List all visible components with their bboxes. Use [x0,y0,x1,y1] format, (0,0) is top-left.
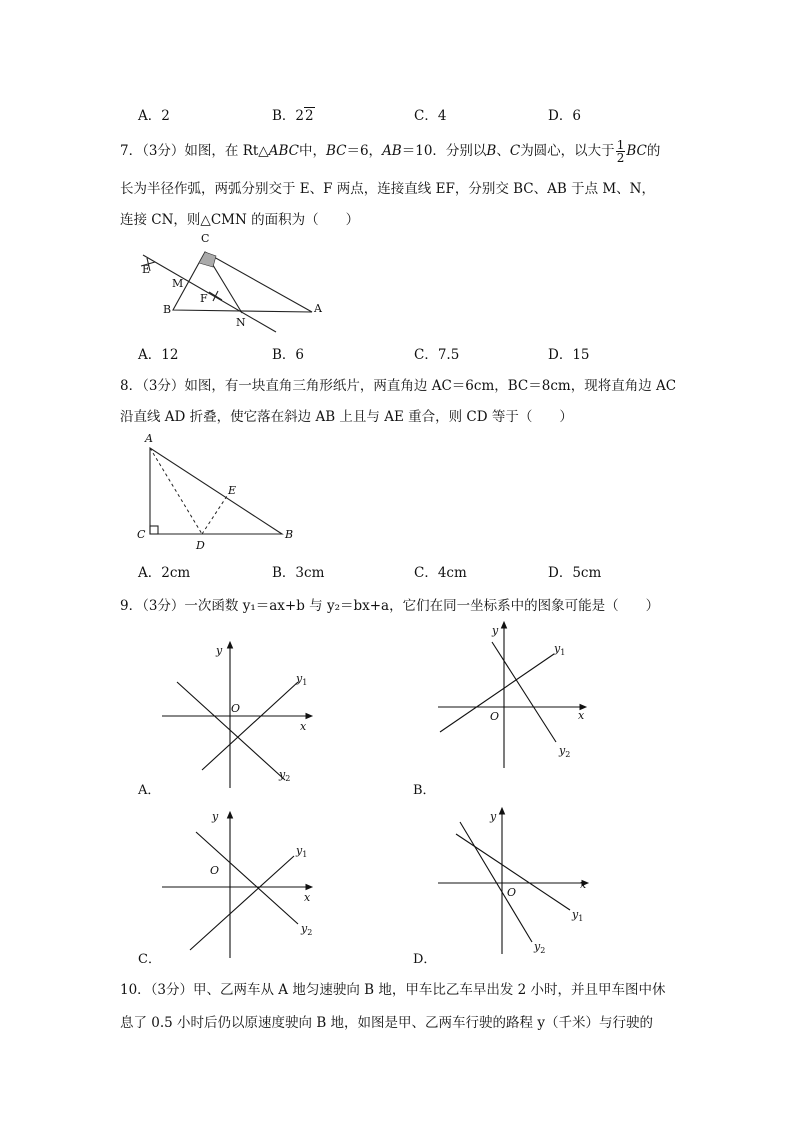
q8-option-c: C．4cm [414,565,467,581]
axis-x-label: x [304,891,311,904]
label-a: A [145,432,153,445]
q6-option-a: A．2 [138,108,170,124]
q9-choice-c: C． [138,952,161,967]
q9-graph-a [160,640,320,790]
axis-y-label: y [216,644,223,657]
label-e: E [142,263,151,276]
origin-label: O [210,864,220,877]
axis-x-label: x [578,709,585,722]
q7-option-c: C．7.5 [414,347,460,363]
q9-choice-a: A． [138,783,161,798]
q7-triangle-figure [130,228,330,338]
q6-options [138,104,698,124]
q8-stem-line1: 8．（3分）如图，有一块直角三角形纸片，两直角边 AC＝6cm，BC＝8cm，现将直角边 AC [120,378,677,394]
q8-options [138,561,698,581]
axis-x-label: x [580,878,587,891]
q9-choice-d: D． [413,952,437,967]
q7-stem-line3: 连接 CN，则△CMN 的面积为（ ） [120,212,360,228]
line-y1-label: $y_1$ [554,642,566,657]
q9-graph-c [160,810,320,960]
line-y1-label: $y_1$ [572,908,584,923]
label-m: M [172,277,184,290]
q7-options [138,343,698,363]
q8-option-b: B．3cm [272,565,325,581]
line-y1-label: $y_1$ [296,844,308,859]
line-y2-label: $y_2$ [534,940,546,955]
origin-label: O [490,710,500,723]
q7-option-b: B．6 [272,347,305,363]
q9-choice-b: B． [413,783,436,798]
q6-option-c: C．4 [414,108,447,124]
axis-y-label: y [492,624,499,637]
right-angle-mark [199,252,216,267]
q6-option-d: D．6 [548,108,581,124]
label-b: B [163,303,172,316]
label-e: E [228,484,237,497]
q9-graph-b [436,620,596,770]
q6-option-b: B．22 [272,108,314,124]
line-y1-label: $y_1$ [296,672,308,687]
q7-option-d: D．15 [548,347,590,363]
q10-stem-line2: 息了 0.5 小时后仍以原速度驶向 B 地，如图是甲、乙两车行驶的路程 y（千米）与行驶的 [120,1015,653,1031]
label-a: A [314,302,322,315]
axis-x-label: x [300,720,307,733]
q9-graph-d [436,806,596,956]
label-c: C [137,528,146,541]
origin-label: O [507,886,517,899]
label-c: C [201,232,210,245]
q9-stem: 9．（3分）一次函数 y₁＝ax+b 与 y₂＝bx+a，它们在同一坐标系中的图象可能是（ ） [120,598,660,614]
one-half-fraction: $\frac{1}{2}$ [616,138,625,165]
q8-triangle-figure [132,428,302,552]
q7-stem-line1: 7．（3分）如图，在 Rt△ABC中，BC＝6，AB＝10．分别以B、C为圆心，以大于 $\frac{1}{2}$ BC的 [120,138,661,165]
q7-option-a: A．12 [138,347,179,363]
label-f: F [200,292,208,305]
line-y2-label: $y_2$ [279,768,291,783]
line-y2-label: $y_2$ [301,922,313,937]
label-b: B [285,528,294,541]
q10-stem-line1: 10．（3分）甲、乙两车从 A 地匀速驶向 B 地，甲车比乙车早出发 2 小时，并且甲车图中休 [120,982,666,998]
q8-stem-line2: 沿直线 AD 折叠，使它落在斜边 AB 上且与 AE 重合，则 CD 等于（ ） [120,409,573,425]
line-y2-label: $y_2$ [559,744,571,759]
axis-y-label: y [490,810,497,823]
origin-label: O [231,702,241,715]
label-n: N [236,316,246,329]
axis-y-label: y [212,810,219,823]
q7-stem-line2: 长为半径作弧，两弧分别交于 E、F 两点，连接直线 EF，分别交 BC、AB 于点 M、N， [120,181,655,197]
label-d: D [196,539,205,552]
q8-option-a: A．2cm [138,565,191,581]
q8-option-d: D．5cm [548,565,602,581]
